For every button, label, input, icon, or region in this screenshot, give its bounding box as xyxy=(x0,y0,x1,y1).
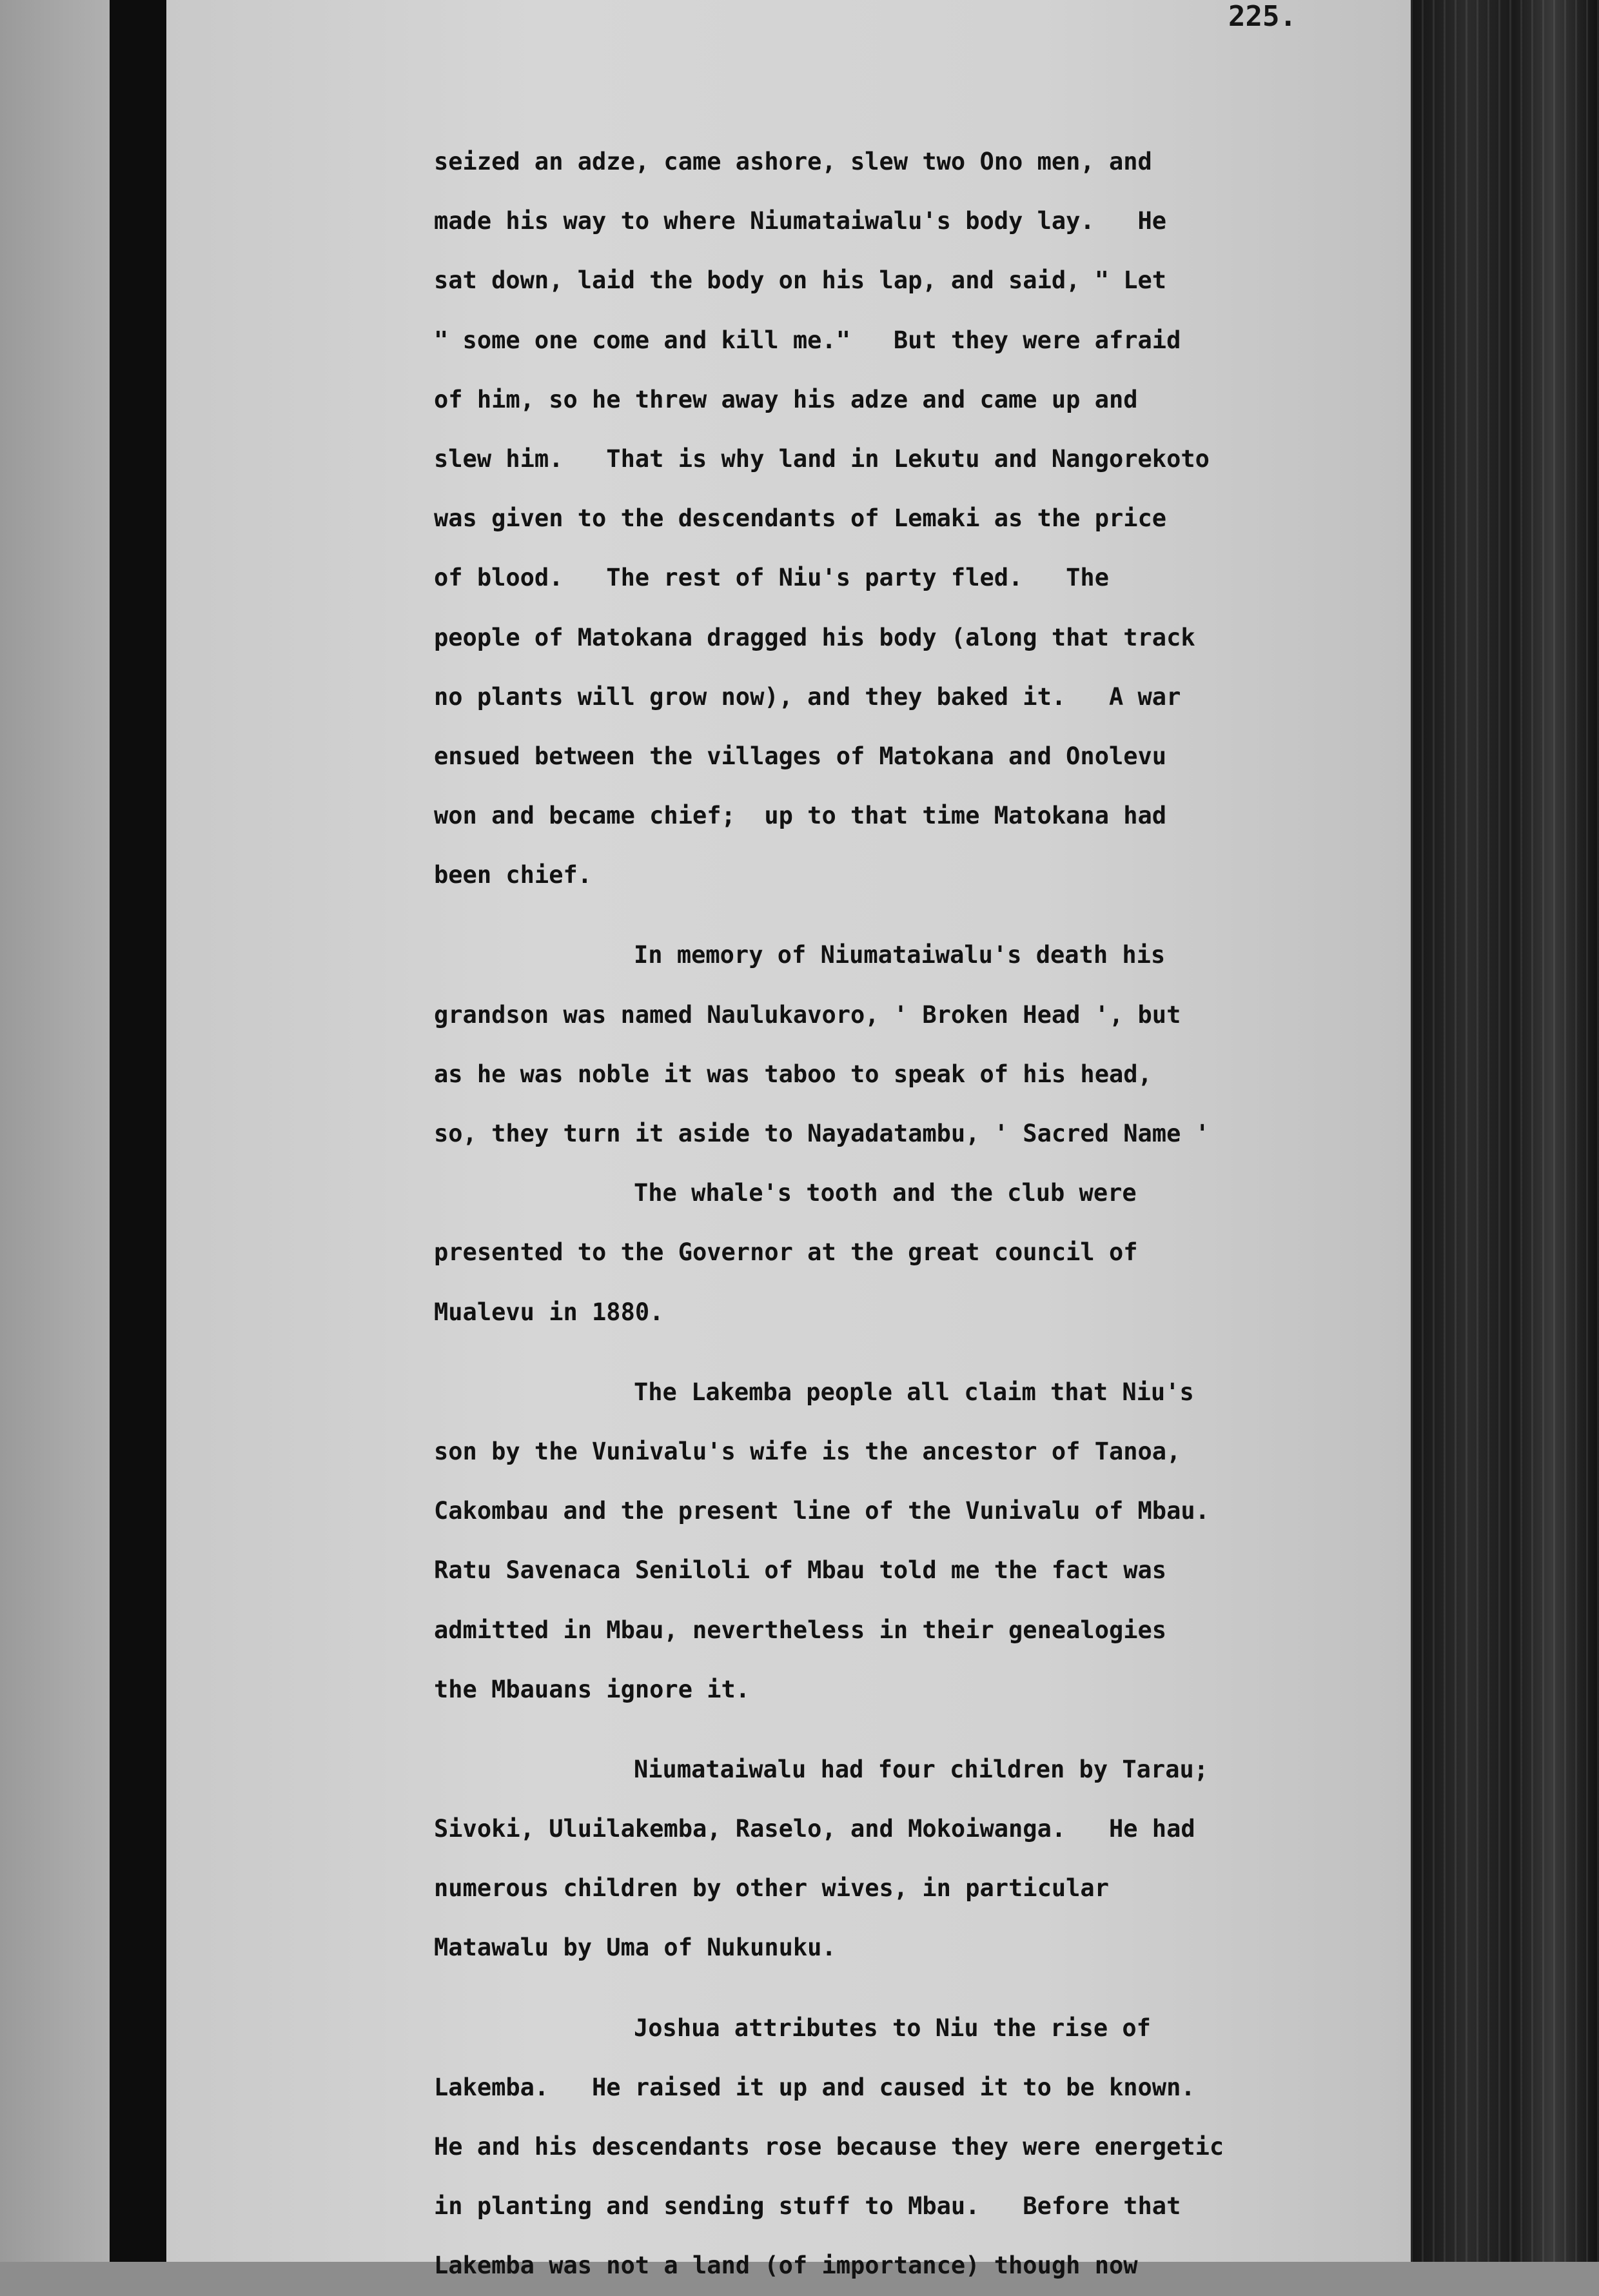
paragraph-5 xyxy=(434,1999,1414,2296)
text-line: Lakemba was not a land (of importance) though now xyxy=(434,2251,1138,2280)
text-line: of him, so he threw away his adze and came up and xyxy=(434,385,1138,413)
text-line: Sivoki, Uluilakemba, Raselo, and Mokoiwanga. He had xyxy=(434,1815,1195,1843)
paragraph-3 xyxy=(434,1363,1414,1719)
text-line: won and became chief; up to that time Matokana had xyxy=(434,802,1167,830)
text-line: as he was noble it was taboo to speak of his head, xyxy=(434,1060,1152,1088)
text-line: was given to the descendants of Lemaki as the price xyxy=(434,504,1167,533)
text-line: Matawalu by Uma of Nukunuku. xyxy=(434,1934,836,1962)
text-line: Niumataiwalu had four children by Tarau; xyxy=(634,1755,1209,1783)
text-line: " some one come and kill me." But they were afraid xyxy=(434,326,1181,354)
text-line: in planting and sending stuff to Mbau. Before that xyxy=(434,2192,1181,2221)
text-line: the Mbauans ignore it. xyxy=(434,1675,750,1703)
text-line: been chief. xyxy=(434,861,593,889)
typewritten-text xyxy=(434,132,1414,2296)
text-line: presented to the Governor at the great council of xyxy=(434,1238,1138,1267)
text-line: In memory of Niumataiwalu's death his xyxy=(634,941,1166,969)
text-line: grandson was named Naulukavoro, ' Broken Head ', but xyxy=(434,1000,1181,1029)
text-line: The whale's tooth and the club were xyxy=(634,1179,1137,1207)
text-line: Joshua attributes to Niu the rise of xyxy=(634,2014,1151,2042)
text-line: The Lakemba people all claim that Niu's xyxy=(634,1378,1194,1406)
text-line: Ratu Savenaca Seniloli of Mbau told me the fact was xyxy=(434,1556,1167,1585)
text-line: seized an adze, came ashore, slew two Ono men, and xyxy=(434,148,1152,175)
text-line: Cakombau and the present line of the Vunivalu of Mbau. xyxy=(434,1497,1210,1525)
text-line: He and his descendants rose because they were energetic xyxy=(434,2133,1224,2161)
text-line: so, they turn it aside to Nayadatambu, ' Sacred Name ' xyxy=(434,1120,1210,1147)
text-line: Lakemba. He raised it up and caused it to be known. xyxy=(434,2073,1195,2101)
text-line: sat down, laid the body on his lap, and said, " Let xyxy=(434,266,1167,295)
film-edge xyxy=(110,0,166,2262)
text-line: admitted in Mbau, nevertheless in their genealogies xyxy=(434,1616,1167,1644)
text-line: people of Matokana dragged his body (along that track xyxy=(434,623,1195,651)
text-line: no plants will grow now), and they baked it. A war xyxy=(434,682,1181,711)
text-line: son by the Vunivalu's wife is the ancestor of Tanoa, xyxy=(434,1437,1181,1465)
text-line: of blood. The rest of Niu's party fled. The xyxy=(434,564,1109,592)
film-margin xyxy=(0,0,110,2262)
book-binding xyxy=(1411,0,1599,2262)
text-line: Mualevu in 1880. xyxy=(434,1298,664,1326)
page-number: 225. xyxy=(1228,0,1297,33)
text-line: made his way to where Niumataiwalu's body lay. He xyxy=(434,207,1167,235)
paragraph-1 xyxy=(434,132,1414,905)
paragraph-4 xyxy=(434,1740,1414,1978)
paragraph-2 xyxy=(434,925,1414,1341)
text-line: slew him. That is why land in Lekutu and Nangorekoto xyxy=(434,444,1210,473)
text-line: ensued between the villages of Matokana and Onolevu xyxy=(434,742,1167,770)
text-line: numerous children by other wives, in particular xyxy=(434,1874,1109,1903)
